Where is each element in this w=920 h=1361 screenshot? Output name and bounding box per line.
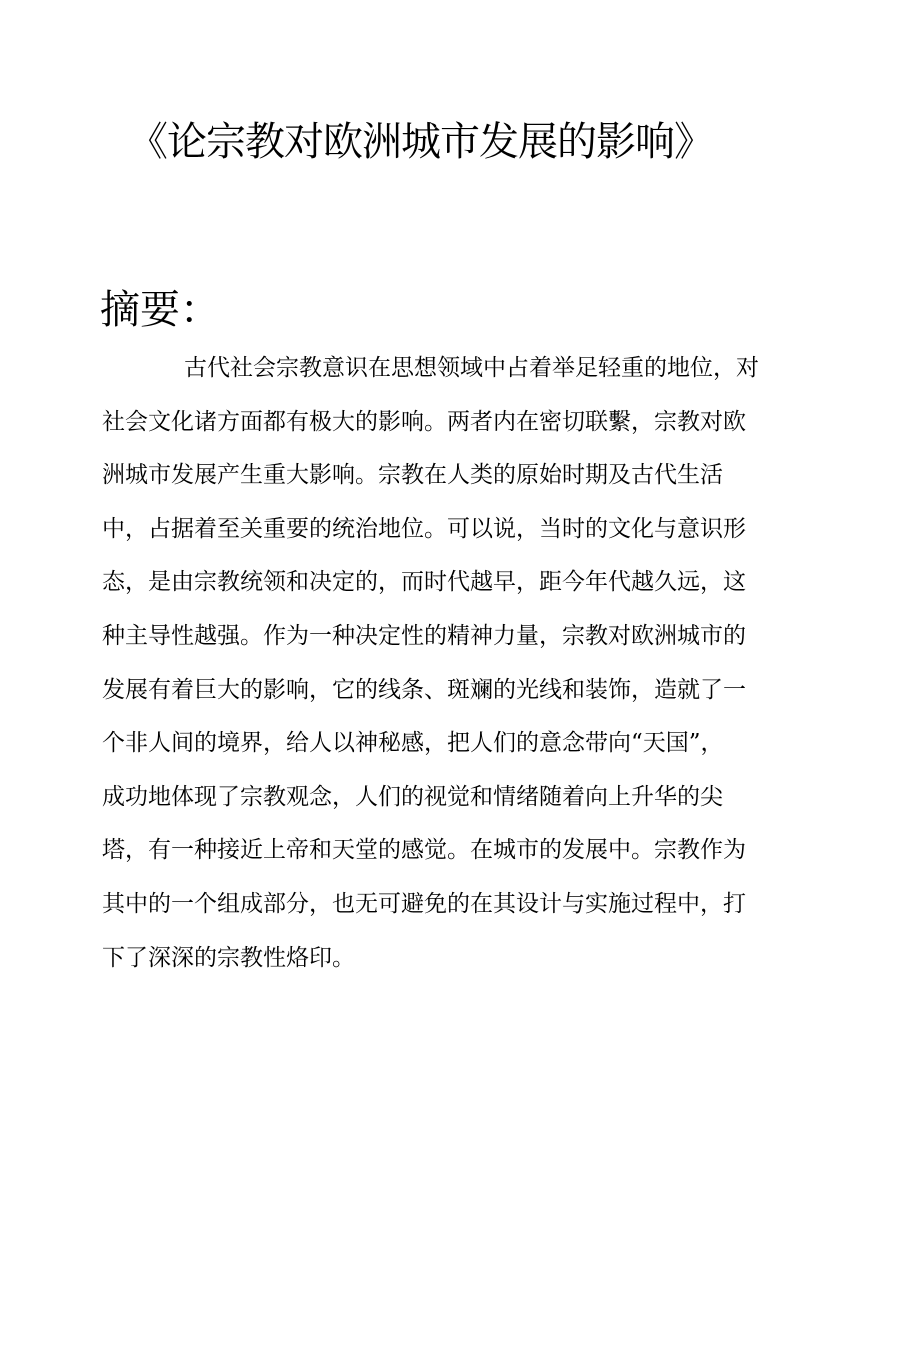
abstract-line: 发展有着巨大的影响，它的线条、斑斓的光线和装饰，造就了一 — [102, 676, 746, 703]
abstract-heading: 摘要： — [100, 287, 220, 333]
abstract-line: 下了深深的宗教性烙印。 — [102, 944, 355, 971]
abstract-line: 态，是由宗教统领和决定的，而时代越早，距今年代越久远，这 — [102, 569, 746, 596]
document-title: 《论宗教对欧洲城市发展的影响》 — [128, 119, 713, 165]
abstract-line: 塔，有一种接近上帝和天堂的感觉。在城市的发展中。宗教作为 — [102, 837, 746, 864]
abstract-line: 社会文化诸方面都有极大的影响。两者内在密切联繫，宗教对欧 — [102, 408, 746, 435]
abstract-line: 中，占据着至关重要的统治地位。可以说，当时的文化与意识形 — [102, 515, 746, 542]
abstract-line: 个非人间的境界，给人以神秘感，把人们的意念带向“天国”， — [102, 730, 724, 757]
abstract-body — [102, 346, 802, 989]
abstract-line: 古代社会宗教意识在思想领域中占着举足轻重的地位，对 — [184, 355, 759, 381]
abstract-line: 成功地体现了宗教观念，人们的视觉和情绪随着向上升华的尖 — [102, 783, 723, 810]
abstract-line: 洲城市发展产生重大影响。宗教在人类的原始时期及古代生活 — [102, 462, 723, 489]
abstract-line: 其中的一个组成部分，也无可避免的在其设计与实施过程中，打 — [102, 890, 746, 917]
abstract-line: 种主导性越强。作为一种决定性的精神力量，宗教对欧洲城市的 — [102, 622, 746, 649]
